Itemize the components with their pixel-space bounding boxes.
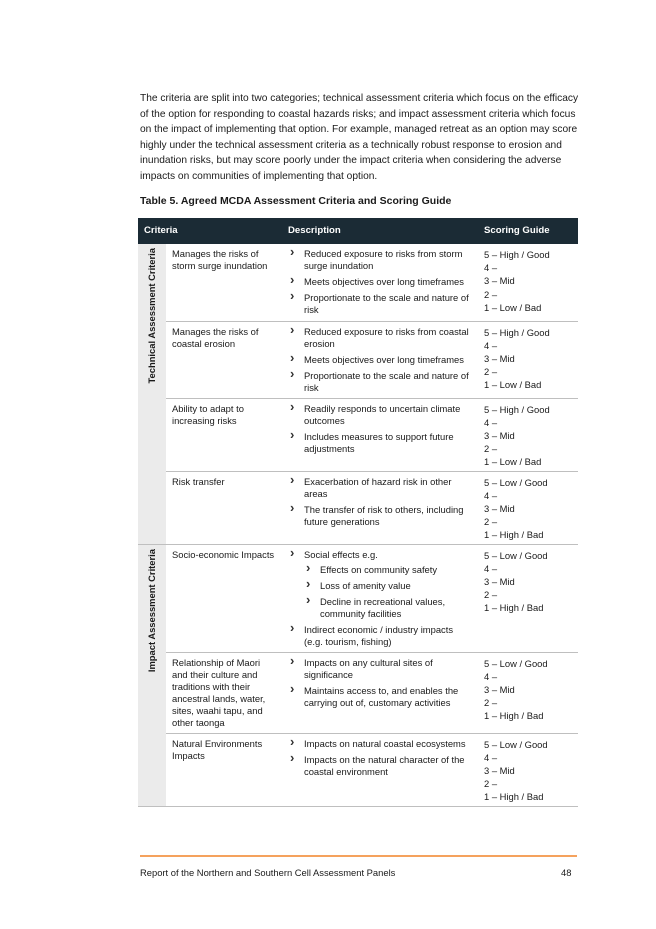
description-item: › Reduced exposure to risks from storm surge inundation <box>288 248 472 272</box>
score-line: 5 – High / Good <box>484 326 550 338</box>
description-item: › Readily responds to uncertain climate outcomes <box>288 403 472 427</box>
page-number: 48 <box>561 867 572 878</box>
description-cell <box>282 471 478 544</box>
description-item: › Impacts on natural coastal ecosystems <box>288 738 472 750</box>
score-line: 4 – <box>484 562 498 574</box>
score-line: 1 – High / Bad <box>484 791 544 803</box>
description-item: › Proportionate to the scale and nature of risk <box>288 370 472 394</box>
score-line: 1 – High / Bad <box>484 602 544 614</box>
description-cell <box>282 398 478 471</box>
table-row <box>138 652 578 733</box>
score-line: 4 – <box>484 751 498 763</box>
criterion-cell: Relationship of Maori and their culture and traditions with their ancestral lands, water, sites, waahi tapu, and other taonga <box>166 652 282 733</box>
category-impact <box>138 544 166 806</box>
category-label: Impact Assessment Criteria <box>146 548 157 672</box>
score-line: 2 – <box>484 516 498 528</box>
score-line: 3 – Mid <box>484 683 515 695</box>
description-item: › Meets objectives over long timeframes <box>288 276 472 288</box>
footer-report-title: Report of the Northern and Southern Cell Assessment Panels <box>140 867 396 878</box>
description-subitem: › Loss of amenity value <box>304 580 472 592</box>
table-row <box>138 321 578 398</box>
table-row <box>138 733 578 806</box>
score-line: 5 – Low / Good <box>484 657 548 669</box>
table-row <box>138 398 578 471</box>
score-line: 3 – Mid <box>484 502 515 514</box>
criterion-cell: Socio-economic Impacts <box>166 544 282 652</box>
description-item: › Indirect economic / industry impacts (e.g. tourism, fishing) <box>288 624 472 648</box>
description-text: Social effects e.g. <box>304 548 378 560</box>
header-scoring-guide: Scoring Guide <box>478 218 578 244</box>
scoring-cell <box>478 471 578 544</box>
category-label: Technical Assessment Criteria <box>146 248 157 384</box>
description-item: › Impacts on the natural character of the coastal environment <box>288 754 472 778</box>
scoring-cell <box>478 652 578 733</box>
description-item: › Exacerbation of hazard risk in other areas <box>288 476 472 500</box>
description-item: › Meets objectives over long timeframes <box>288 354 472 366</box>
table-header-row <box>138 218 578 244</box>
score-line: 3 – Mid <box>484 275 515 287</box>
criterion-cell: Manages the risks of coastal erosion <box>166 321 282 398</box>
description-item: › Proportionate to the scale and nature of risk <box>288 292 472 316</box>
criterion-cell: Risk transfer <box>166 471 282 544</box>
score-line: 2 – <box>484 443 498 455</box>
scoring-cell <box>478 733 578 806</box>
description-item: › The transfer of risk to others, including future generations <box>288 504 472 528</box>
score-line: 2 – <box>484 778 498 790</box>
criterion-cell: Ability to adapt to increasing risks <box>166 398 282 471</box>
description-cell <box>282 652 478 733</box>
score-line: 5 – Low / Good <box>484 738 548 750</box>
table-caption: Table 5. Agreed MCDA Assessment Criteria and Scoring Guide <box>140 195 452 207</box>
score-line: 2 – <box>484 366 498 378</box>
description-item: › Reduced exposure to risks from coastal erosion <box>288 326 472 350</box>
score-line: 5 – High / Good <box>484 249 550 260</box>
scoring-cell <box>478 544 578 652</box>
table-row <box>138 544 578 652</box>
score-line: 1 – High / Bad <box>484 529 544 541</box>
description-cell <box>282 244 478 321</box>
header-description: Description <box>282 218 478 244</box>
score-line: 5 – Low / Good <box>484 476 548 488</box>
score-line: 3 – Mid <box>484 575 515 587</box>
mcda-criteria-table <box>138 218 578 807</box>
table-row <box>138 471 578 544</box>
description-item: › Maintains access to, and enables the carrying out of, customary activities <box>288 685 472 709</box>
description-cell <box>282 321 478 398</box>
scoring-cell <box>478 321 578 398</box>
scoring-cell <box>478 398 578 471</box>
score-line: 1 – Low / Bad <box>484 301 542 313</box>
footer-divider <box>140 855 577 857</box>
score-line: 4 – <box>484 489 498 501</box>
criterion-cell: Natural Environments Impacts <box>166 733 282 806</box>
header-criteria: Criteria <box>138 218 282 244</box>
score-line: 2 – <box>484 589 498 601</box>
score-line: 1 – High / Bad <box>484 710 544 722</box>
score-line: 2 – <box>484 697 498 709</box>
table-row <box>138 244 578 321</box>
score-line: 5 – High / Good <box>484 403 550 415</box>
score-line: 4 – <box>484 262 498 274</box>
score-line: 2 – <box>484 288 498 300</box>
description-subitem: › Effects on community safety <box>304 564 472 576</box>
description-item: › Includes measures to support future adjustments <box>288 431 472 455</box>
intro-paragraph: The criteria are split into two categories; technical assessment criteria which focus on the efficacy of the option for responding to coastal hazards risks; and impact assessment criteria which focus on the impact of implementing that option. For example, managed retreat as an option may score highly under the technical assessment criteria as a technically robust response to erosion and inundation risks, but may score poorly under the impact criteria when considering the adverse impacts on communities of implementing that option. <box>140 93 579 182</box>
score-line: 4 – <box>484 339 498 351</box>
description-subitem: › Decline in recreational values, community facilities <box>304 596 472 620</box>
score-line: 1 – Low / Bad <box>484 456 542 468</box>
description-cell <box>282 544 478 652</box>
score-line: 3 – Mid <box>484 764 515 776</box>
score-line: 4 – <box>484 416 498 428</box>
scoring-cell <box>478 244 578 321</box>
description-item <box>288 549 472 620</box>
score-line: 3 – Mid <box>484 429 515 441</box>
score-line: 4 – <box>484 670 498 682</box>
score-line: 5 – Low / Good <box>484 549 548 561</box>
category-technical <box>138 244 166 544</box>
description-item: › Impacts on any cultural sites of significance <box>288 657 472 681</box>
score-line: 3 – Mid <box>484 352 515 364</box>
criterion-cell: Manages the risks of storm surge inundation <box>166 244 282 321</box>
score-line: 1 – Low / Bad <box>484 379 542 391</box>
description-cell <box>282 733 478 806</box>
